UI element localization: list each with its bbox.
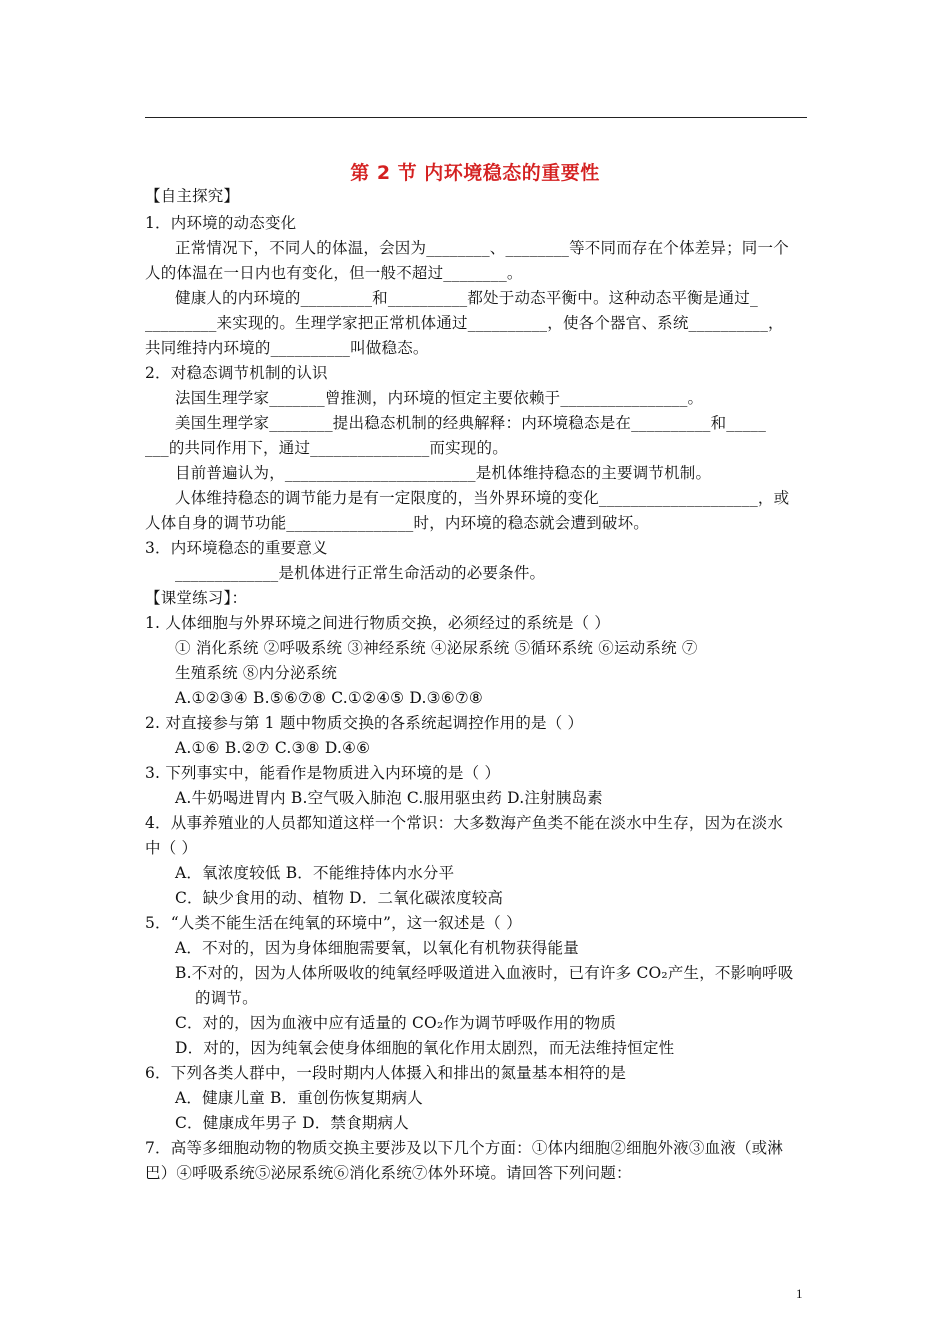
text-line-q3: 3. 下列事实中，能看作是物质进入内环境的是（ ）	[145, 764, 501, 782]
text-line-l15: _____________是机体进行正常生命活动的必要条件。	[175, 564, 546, 582]
text-line-l12: 人体维持稳态的调节能力是有一定限度的，当外界环境的变化____________________，或	[175, 489, 790, 507]
text-line-l5: _________来实现的。生理学家把正常机体通过__________，使各个器官、系统__________，	[145, 314, 784, 332]
text-line-q1a: ① 消化系统 ②呼吸系统 ③神经系统 ④泌尿系统 ⑤循环系统 ⑥运动系统 ⑦	[175, 639, 698, 657]
text-line-l3: 人的体温在一日内也有变化，但一般不超过________。	[145, 264, 523, 282]
text-line-h-ketang: 【课堂练习】：	[145, 589, 248, 607]
text-line-l4: 健康人的内环境的_________和__________都处于动态平衡中。这种动态平衡是通过_	[175, 289, 758, 307]
text-line-l9: 美国生理学家________提出稳态机制的经典解释：内环境稳态是在__________和_____	[175, 414, 767, 432]
text-line-l6: 共同维持内环境的__________叫做稳态。	[145, 339, 429, 357]
text-line-q6a: A．健康儿童 B．重创伤恢复期病人	[175, 1089, 423, 1107]
header-rule	[145, 117, 807, 118]
text-line-q3a: A.牛奶喝进胃内 B.空气吸入肺泡 C.服用驱虫药 D.注射胰岛素	[175, 789, 603, 807]
page-number: 1	[796, 1286, 803, 1301]
text-line-q4d: C．缺少食用的动、植物 D．二氧化碳浓度较高	[175, 889, 504, 907]
text-line-q5: 5．“人类不能生活在纯氧的环境中”，这一叙述是（ ）	[145, 914, 522, 932]
text-line-q5a: A．不对的，因为身体细胞需要氧，以氧化有机物获得能量	[175, 939, 579, 957]
text-line-l13: 人体自身的调节功能________________时，内环境的稳态就会遭到破坏。	[145, 514, 650, 532]
text-line-q4b: 中（ ）	[145, 839, 198, 857]
text-line-l10: ___的共同作用下，通过_______________而实现的。	[145, 439, 508, 457]
text-line-l7: 2．对稳态调节机制的认识	[145, 364, 328, 382]
text-line-q2a: A.①⑥ B.②⑦ C.③⑧ D.④⑥	[175, 739, 371, 757]
text-line-q7b: 巴）④呼吸系统⑤泌尿系统⑥消化系统⑦体外环境。请回答下列问题：	[145, 1164, 632, 1182]
text-line-q5b2: 的调节。	[195, 989, 258, 1007]
text-line-l14: 3．内环境稳态的重要意义	[145, 539, 328, 557]
text-line-q6: 6．下列各类人群中，一段时期内人体摄入和排出的氮量基本相符的是	[145, 1064, 627, 1082]
text-line-q7: 7．高等多细胞动物的物质交换主要涉及以下几个方面：①体内细胞②细胞外液③血液（或淋	[145, 1139, 784, 1157]
text-line-q1: 1. 人体细胞与外界环境之间进行物质交换，必须经过的系统是（ ）	[145, 614, 611, 632]
text-line-q6b: C．健康成年男子 D．禁食期病人	[175, 1114, 409, 1132]
text-line-q5d: D．对的，因为纯氧会使身体细胞的氧化作用太剧烈，而无法维持恒定性	[175, 1039, 675, 1057]
text-line-q4c: A．氧浓度较低 B．不能维持体内水分平	[175, 864, 455, 882]
text-line-l11: 目前普遍认为，________________________是机体维持稳态的主要调节机制。	[175, 464, 712, 482]
text-line-q4: 4．从事养殖业的人员都知道这样一个常识：大多数海产鱼类不能在淡水中生存，因为在淡水	[145, 814, 784, 832]
page-title: 第 2 节 内环境稳态的重要性	[350, 162, 600, 184]
text-line-q5b: B.不对的，因为人体所吸收的纯氧经呼吸道进入血液时，已有许多 CO₂产生，不影响呼吸	[175, 964, 794, 982]
text-line-l2: 正常情况下，不同人的体温，会因为________、________等不同而存在个体差异；同一个	[175, 239, 789, 257]
text-line-l1: 1．内环境的动态变化	[145, 214, 297, 232]
text-line-q5c: C．对的，因为血液中应有适量的 CO₂作为调节呼吸作用的物质	[175, 1014, 617, 1032]
text-line-q2: 2. 对直接参与第 1 题中物质交换的各系统起调控作用的是（ ）	[145, 714, 584, 732]
text-line-q1b: 生殖系统 ⑧内分泌系统	[175, 664, 338, 682]
text-line-l8: 法国生理学家_______曾推测，内环境的恒定主要依赖于________________。	[175, 389, 704, 407]
text-line-q1c: A.①②③④ B.⑤⑥⑦⑧ C.①②④⑤ D.③⑥⑦⑧	[175, 689, 483, 707]
text-line-h-zizhu: 【自主探究】	[145, 187, 240, 205]
